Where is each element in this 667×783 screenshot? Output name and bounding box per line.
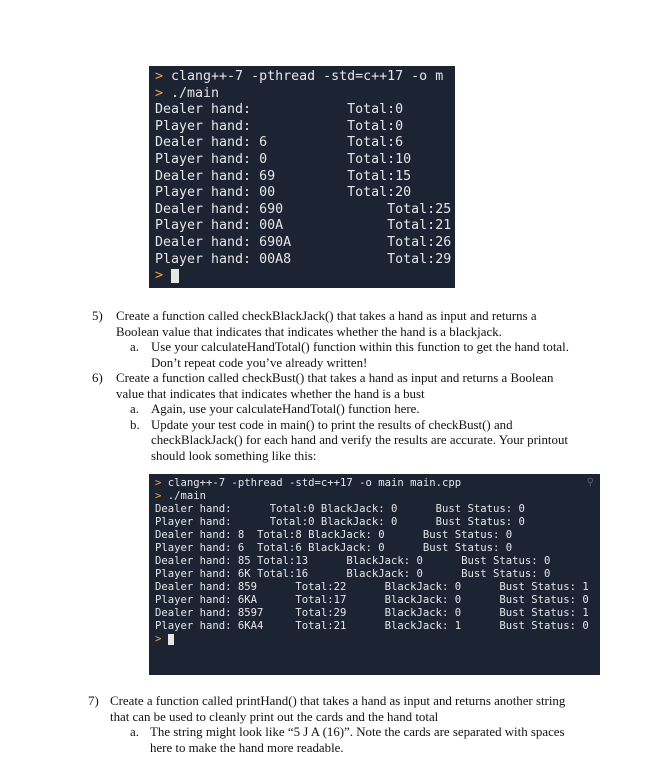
item-number: 7): [88, 694, 99, 708]
terminal-line: [155, 86, 219, 103]
terminal-line-text: Dealer hand: 85 Total:13 BlackJack: 0 Bust Status: 0: [155, 555, 551, 567]
terminal-line: [155, 607, 589, 620]
terminal-line-text: clang++-7 -pthread -std=c++17 -o main main.cpp: [167, 477, 462, 489]
terminal-line-text: Player hand: Total:0: [155, 118, 404, 134]
item-number: a.: [130, 725, 139, 739]
terminal-output-2: [149, 474, 600, 675]
terminal-line: [155, 69, 443, 86]
prompt-icon: >: [155, 85, 172, 101]
terminal-line: [155, 516, 525, 529]
terminal-line-text: Player hand: 00A Total:21: [155, 218, 452, 234]
item-text-line: The string might look like “5 J A (16)”. Note the cards are separated with spaces: [150, 725, 565, 739]
terminal-line-text: Dealer hand: 6 Total:6: [155, 135, 404, 151]
terminal-line-text: Dealer hand: 690 Total:25: [155, 201, 452, 217]
item-text-line: that can be used to cleanly print out the cards and the hand total: [110, 709, 439, 724]
item-text-line: should look something like this:: [151, 448, 317, 463]
terminal-line: [155, 202, 451, 219]
terminal-line: [155, 633, 174, 646]
terminal-line: [155, 581, 589, 594]
item-number: a.: [130, 402, 139, 416]
terminal-line: [155, 620, 589, 633]
cursor-block: [171, 269, 179, 283]
terminal-line-text: Dealer hand: 8597 Total:29 BlackJack: 0 Bust Status: 1: [155, 607, 589, 619]
item-text-line: checkBlackJack() for each hand and verify the results are accurate. Your printout: [151, 433, 568, 447]
item-text-line: Boolean value that indicates that indicates whether the hand is a blackjack.: [116, 324, 502, 339]
terminal-line: [155, 503, 525, 516]
cursor-block: [168, 634, 174, 645]
terminal-line-text: Player hand: Total:0 BlackJack: 0 Bust Status: 0: [155, 516, 525, 528]
item-text-line: value that indicates that indicates whether the hand is a bust: [116, 386, 425, 401]
item-text-line: Update your test code in main() to print the results of checkBust() and: [151, 417, 513, 432]
terminal-line-text: Player hand: 00 Total:20: [155, 185, 412, 201]
terminal-line: [155, 542, 512, 555]
list-item: [130, 725, 565, 756]
prompt-icon: >: [155, 477, 168, 489]
terminal-line: [155, 477, 461, 490]
item-text-line: here to make the hand more readable.: [150, 740, 344, 755]
item-number: b.: [130, 417, 140, 432]
terminal-output-1: [149, 66, 455, 288]
terminal-line-text: Player hand: 6K Total:16 BlackJack: 0 Bust Status: 0: [155, 568, 551, 580]
terminal-line: [155, 594, 589, 607]
terminal-line-text: Player hand: 00A8 Total:29: [155, 251, 452, 267]
terminal-line-text: Dealer hand: 690A Total:26: [155, 235, 452, 250]
list-item: [92, 309, 537, 340]
item-text-line: Again, use your calculateHandTotal() function here.: [151, 402, 420, 416]
terminal-line-text: Player hand: 0 Total:10: [155, 152, 412, 167]
terminal-line: [155, 268, 179, 285]
list-item: [130, 340, 569, 371]
terminal-line-text: ./main: [171, 85, 220, 101]
item-number: 5): [92, 309, 103, 323]
terminal-line-text: Player hand: 6KA4 Total:21 BlackJack: 1 Bust Status: 0: [155, 620, 589, 632]
prompt-icon: >: [155, 633, 168, 645]
terminal-line-text: Player hand: 6KA Total:17 BlackJack: 0 Bust Status: 0: [155, 594, 589, 606]
item-text-line: Use your calculateHandTotal() function within this function to get the hand total.: [151, 340, 569, 354]
terminal-line: [155, 235, 451, 252]
terminal-line-text: Dealer hand: Total:0 BlackJack: 0 Bust Status: 0: [155, 503, 525, 515]
terminal-line: [155, 152, 411, 169]
terminal-line: [155, 490, 206, 503]
terminal-line: [155, 252, 451, 269]
terminal-line: [155, 119, 403, 136]
item-text-line: Create a function called checkBlackJack() that takes a hand as input and returns a: [116, 309, 537, 323]
prompt-icon: >: [155, 69, 172, 84]
prompt-icon: >: [155, 490, 168, 502]
list-item: [92, 371, 554, 402]
terminal-line: [155, 218, 451, 235]
item-text-line: Create a function called printHand() that takes a hand as input and returns another string: [110, 694, 566, 708]
terminal-line: [155, 135, 403, 152]
list-item: [130, 417, 568, 465]
terminal-line-text: Dealer hand: 8 Total:8 BlackJack: 0 Bust Status: 0: [155, 529, 513, 541]
item-number: a.: [130, 340, 139, 354]
terminal-line: [155, 529, 512, 542]
item-number: 6): [92, 371, 103, 385]
terminal-line-text: ./main: [167, 490, 207, 502]
terminal-line-text: Player hand: 6 Total:6 BlackJack: 0 Bust Status: 0: [155, 542, 513, 554]
item-text-line: Don’t repeat code you’ve already written!: [151, 355, 368, 370]
terminal-line: [155, 555, 550, 568]
terminal-line-text: Dealer hand: 859 Total:22 BlackJack: 0 Bust Status: 1: [155, 581, 589, 593]
list-item: [88, 694, 566, 725]
terminal-line: [155, 568, 550, 581]
search-icon[interactable]: ⚲: [586, 477, 594, 488]
prompt-icon: >: [155, 268, 172, 284]
item-text-line: Create a function called checkBust() that takes a hand as input and returns a Boolean: [116, 371, 554, 385]
terminal-line: [155, 185, 411, 202]
terminal-line: [155, 102, 403, 119]
terminal-line-text: Dealer hand: Total:0: [155, 102, 404, 118]
terminal-line-text: Dealer hand: 69 Total:15: [155, 168, 412, 184]
terminal-line: [155, 169, 411, 186]
terminal-line-text: clang++-7 -pthread -std=c++17 -o m: [171, 69, 444, 84]
list-item: [130, 402, 420, 418]
